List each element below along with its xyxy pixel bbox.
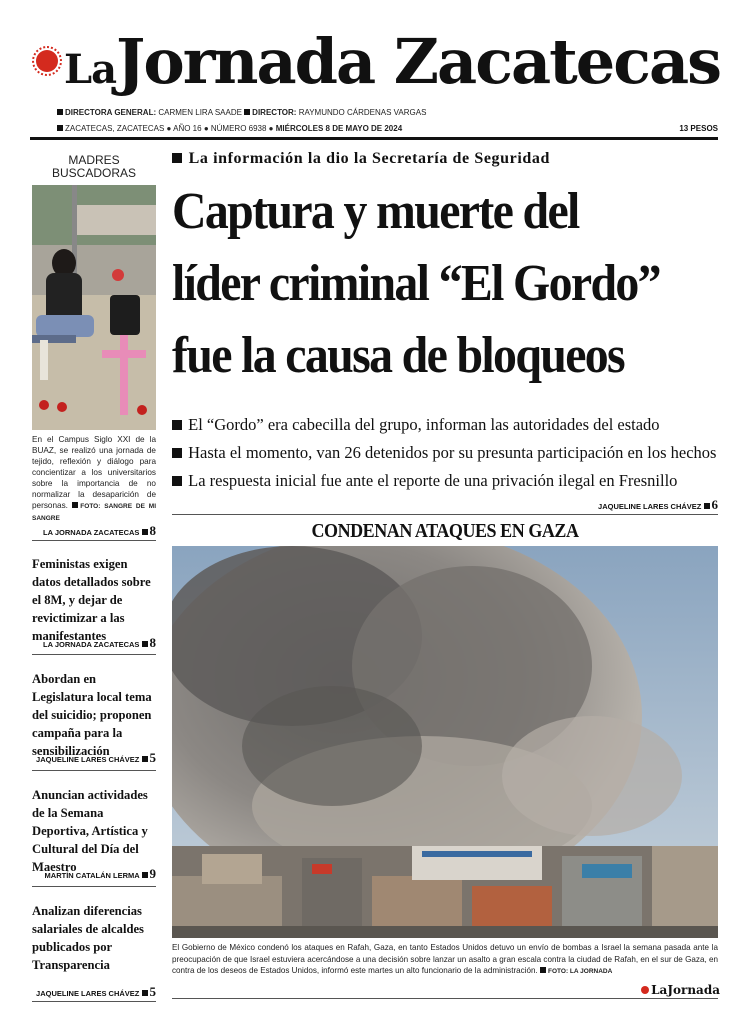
sidebar-divider (32, 540, 156, 541)
square-bullet-icon (57, 125, 63, 131)
headline-line: líder criminal “El Gordo” (172, 255, 660, 312)
edition-place: ZACATECAS, ZACATECAS (65, 124, 165, 133)
square-bullet-icon (172, 420, 182, 430)
footer-logo-text: LaJornada (651, 983, 720, 997)
gaza-photo-illustration (172, 546, 718, 938)
square-bullet-icon (142, 872, 148, 878)
staff-role: DIRECTOR: (252, 108, 297, 117)
brief-headline[interactable]: Abordan en Legislatura local tema del suicidio; proponen campaña para la sensibilización (32, 672, 152, 758)
sidebar-divider (32, 770, 156, 771)
logo-prefix: La (64, 46, 117, 93)
sidebar-photo-illustration (32, 185, 156, 430)
signature-author: JAQUELINE LARES CHÁVEZ (36, 755, 140, 764)
edition-line: ZACATECAS, ZACATECAS ● AÑO 16 ● NÚMERO 6938 ● MIÉRCOLES 8 DE MAYO DE 2024 (57, 124, 402, 133)
staff-role: DIRECTORA GENERAL: (65, 108, 157, 117)
sidebar-photo-caption (32, 434, 156, 524)
caption-text: En el Campus Siglo XXI de la BUAZ, se realizó una jornada de tejido, reflexión y diálogo para concientizar a los universitarios sobre la importancia de no normalizar la desaparición de personas. (32, 435, 156, 510)
masthead (30, 22, 720, 100)
kicker-text: La información la dio la Secretaría de Seguridad (188, 150, 550, 167)
square-bullet-icon (704, 503, 710, 509)
brief-headline[interactable]: Anuncian actividades de la Semana Deportiva, Artística y Cultural del Día del Maestro (32, 788, 148, 874)
square-bullet-icon (244, 109, 250, 115)
photo-signature[interactable] (32, 523, 156, 539)
brief-headline[interactable]: Analizan diferencias salariales de alcaldes publicados por Transparencia (32, 904, 144, 972)
photo-credit: FOTO: SANGRE DE MI SANGRE (32, 503, 157, 522)
square-bullet-icon (540, 967, 546, 973)
sidebar-divider (32, 1001, 156, 1002)
lead-signature[interactable] (540, 497, 718, 513)
photo-credit: FOTO: LA JORNADA (548, 968, 613, 975)
page-number: 5 (149, 984, 156, 999)
sun-logo-icon (641, 986, 649, 994)
square-bullet-icon (172, 476, 182, 486)
signature-author: JAQUELINE LARES CHÁVEZ (36, 989, 140, 998)
lead-headline[interactable] (172, 176, 687, 392)
page-number: 5 (149, 750, 156, 765)
section-divider (172, 514, 718, 515)
gaza-photo-caption (172, 942, 718, 978)
square-bullet-icon (57, 109, 63, 115)
edition-year: AÑO 16 (173, 124, 202, 133)
page-number: 8 (149, 523, 156, 538)
footer-logo[interactable] (640, 983, 720, 997)
headline-line: Captura y muerte del (172, 183, 579, 240)
newspaper-logo[interactable] (64, 24, 720, 108)
square-bullet-icon (172, 153, 182, 163)
masthead-divider (30, 137, 718, 140)
deck-text: La respuesta inicial fue ante el reporte de una privación ilegal en Fresnillo (188, 471, 678, 490)
signature-author: LA JORNADA ZACATECAS (43, 640, 140, 649)
square-bullet-icon (172, 448, 182, 458)
staff-line (57, 108, 426, 117)
brief-signature[interactable] (32, 635, 156, 651)
caption-text: El Gobierno de México condenó los ataques en Rafah, Gaza, en tanto Estados Unidos detuvo un envío de bombas a Israel la semana pasada ante la preocupación de que Israel estuviera acercándose a una decisión sobre lanzar un asalto a gran escala contra la ciudad de Rafah, en el sur de Gaza, en contra de los deseos de Estados Unidos, informó este martes un alto funcionario de la administración. (172, 943, 718, 975)
square-bullet-icon (72, 502, 78, 508)
staff-name: CARMEN LIRA SAADE (158, 108, 242, 117)
headline-line: fue la causa de bloqueos (172, 327, 625, 384)
staff-name: RAYMUNDO CÁRDENAS VARGAS (298, 108, 427, 117)
edition-number: NÚMERO 6938 (210, 124, 267, 133)
square-bullet-icon (142, 529, 148, 535)
sidebar-divider (32, 654, 156, 655)
page-number: 8 (149, 635, 156, 650)
lead-deck-item (172, 471, 718, 491)
sidebar-photo[interactable] (32, 185, 156, 430)
footer-divider (172, 998, 718, 999)
price-label: 13 PESOS (679, 124, 718, 133)
sidebar-section-label: MADRES BUSCADORAS (51, 153, 137, 180)
signature-author: MARTÍN CATALÁN LERMA (44, 871, 140, 880)
deck-text: El “Gordo” era cabecilla del grupo, informan las autoridades del estado (188, 415, 660, 434)
signature-source: LA JORNADA ZACATECAS (43, 528, 140, 537)
gaza-photo[interactable] (172, 546, 718, 938)
square-bullet-icon (142, 641, 148, 647)
sidebar-divider (32, 886, 156, 887)
edition-date: MIÉRCOLES 8 DE MAYO DE 2024 (275, 124, 403, 133)
square-bullet-icon (142, 756, 148, 762)
deck-text: Hasta el momento, van 26 detenidos por su presunta participación en los hechos (188, 443, 717, 462)
brief-signature[interactable] (32, 984, 156, 1000)
lead-kicker (172, 150, 718, 168)
page-number: 9 (149, 866, 156, 881)
brief-signature[interactable] (32, 750, 156, 766)
logo-name: Jornada Zacatecas (116, 25, 721, 98)
brief-headline[interactable]: Feministas exigen datos detallados sobre el 8M, y dejar de revictimizar a las manifestantes (32, 557, 151, 643)
lead-deck-item (172, 443, 718, 463)
signature-author: JAQUELINE LARES CHÁVEZ (598, 502, 702, 511)
gaza-headline[interactable]: CONDENAN ATAQUES EN GAZA (311, 520, 579, 542)
square-bullet-icon (142, 990, 148, 996)
brief-signature[interactable] (32, 866, 156, 882)
sun-logo-icon (36, 50, 58, 72)
page-number: 6 (711, 497, 718, 512)
lead-deck-item (172, 415, 718, 435)
